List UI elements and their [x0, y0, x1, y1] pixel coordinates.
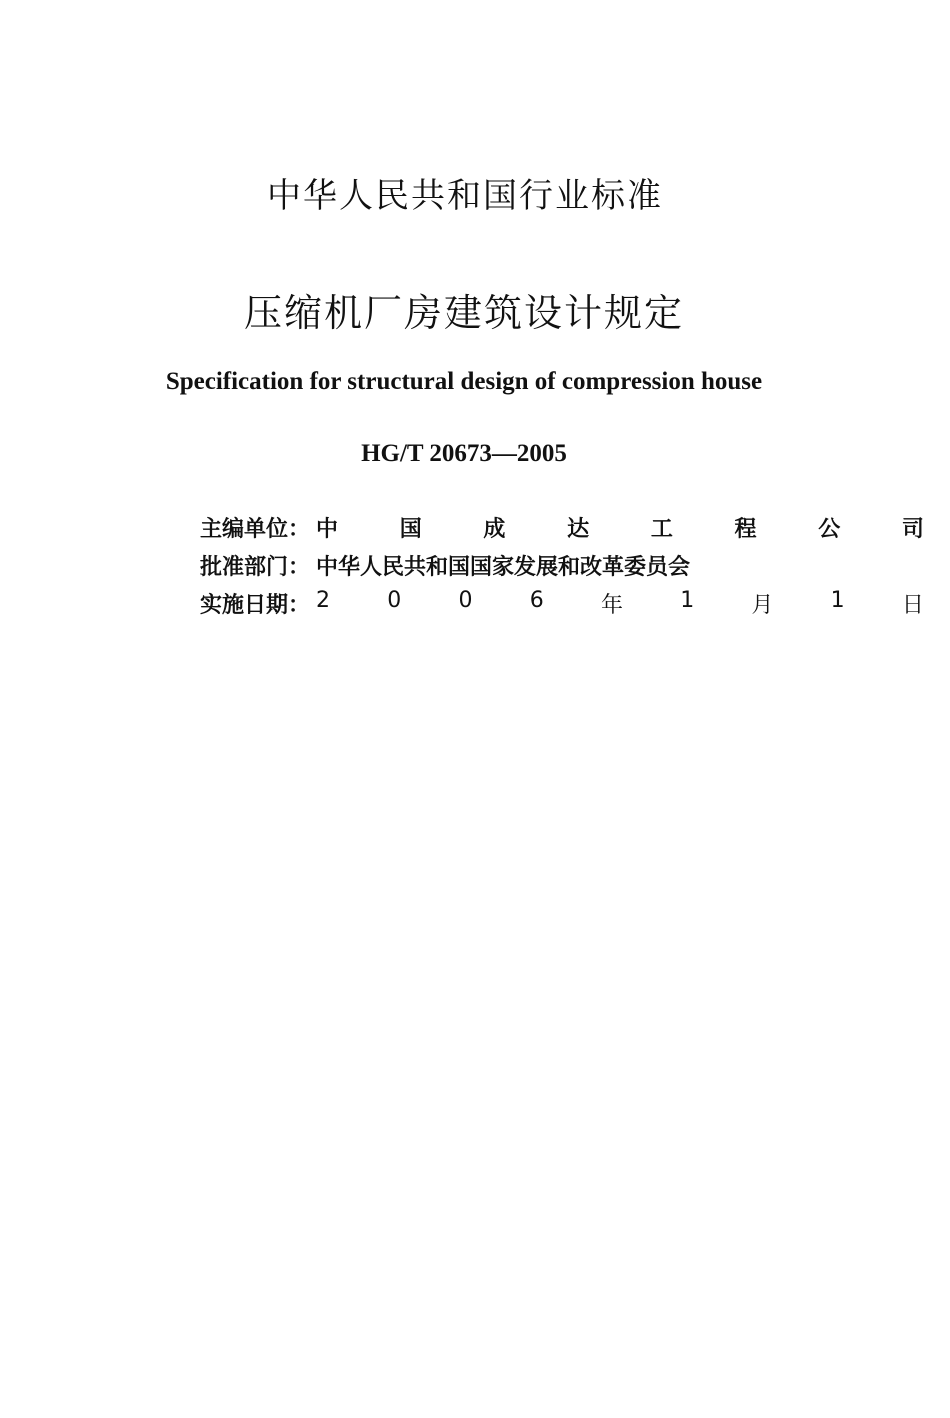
editor-value — [316, 512, 924, 543]
effective-date-value — [316, 588, 924, 619]
date-char: 1 — [830, 588, 845, 613]
editor-char: 程 — [734, 517, 757, 542]
date-char: 日 — [901, 593, 924, 618]
date-char: 1 — [680, 588, 695, 613]
editor-char: 达 — [567, 517, 590, 542]
editor-char: 成 — [483, 517, 506, 542]
editor-char: 工 — [650, 517, 673, 542]
date-char: 0 — [458, 588, 473, 613]
date-char: 0 — [387, 588, 402, 613]
main-title: 压缩机厂房建筑设计规定 — [243, 291, 684, 335]
editor-char: 司 — [901, 517, 924, 542]
date-char: 月 — [751, 593, 774, 618]
effective-date-label: 实施日期： — [200, 593, 311, 618]
english-title: Specification for structural design of compression house — [165, 368, 763, 395]
editor-char: 公 — [818, 517, 841, 542]
date-char: 6 — [529, 588, 544, 613]
editor-char: 中 — [316, 517, 339, 542]
approver-value: 中华人民共和国国家发展和改革委员会 — [316, 555, 691, 580]
standard-code: HG/T 20673—2005 — [361, 440, 567, 467]
series-title: 中华人民共和国行业标准 — [267, 176, 663, 216]
editor-label: 主编单位： — [200, 517, 311, 542]
date-char: 2 — [316, 588, 330, 613]
date-char: 年 — [600, 593, 623, 618]
editor-char: 国 — [399, 517, 422, 542]
approver-label: 批准部门： — [200, 555, 311, 580]
